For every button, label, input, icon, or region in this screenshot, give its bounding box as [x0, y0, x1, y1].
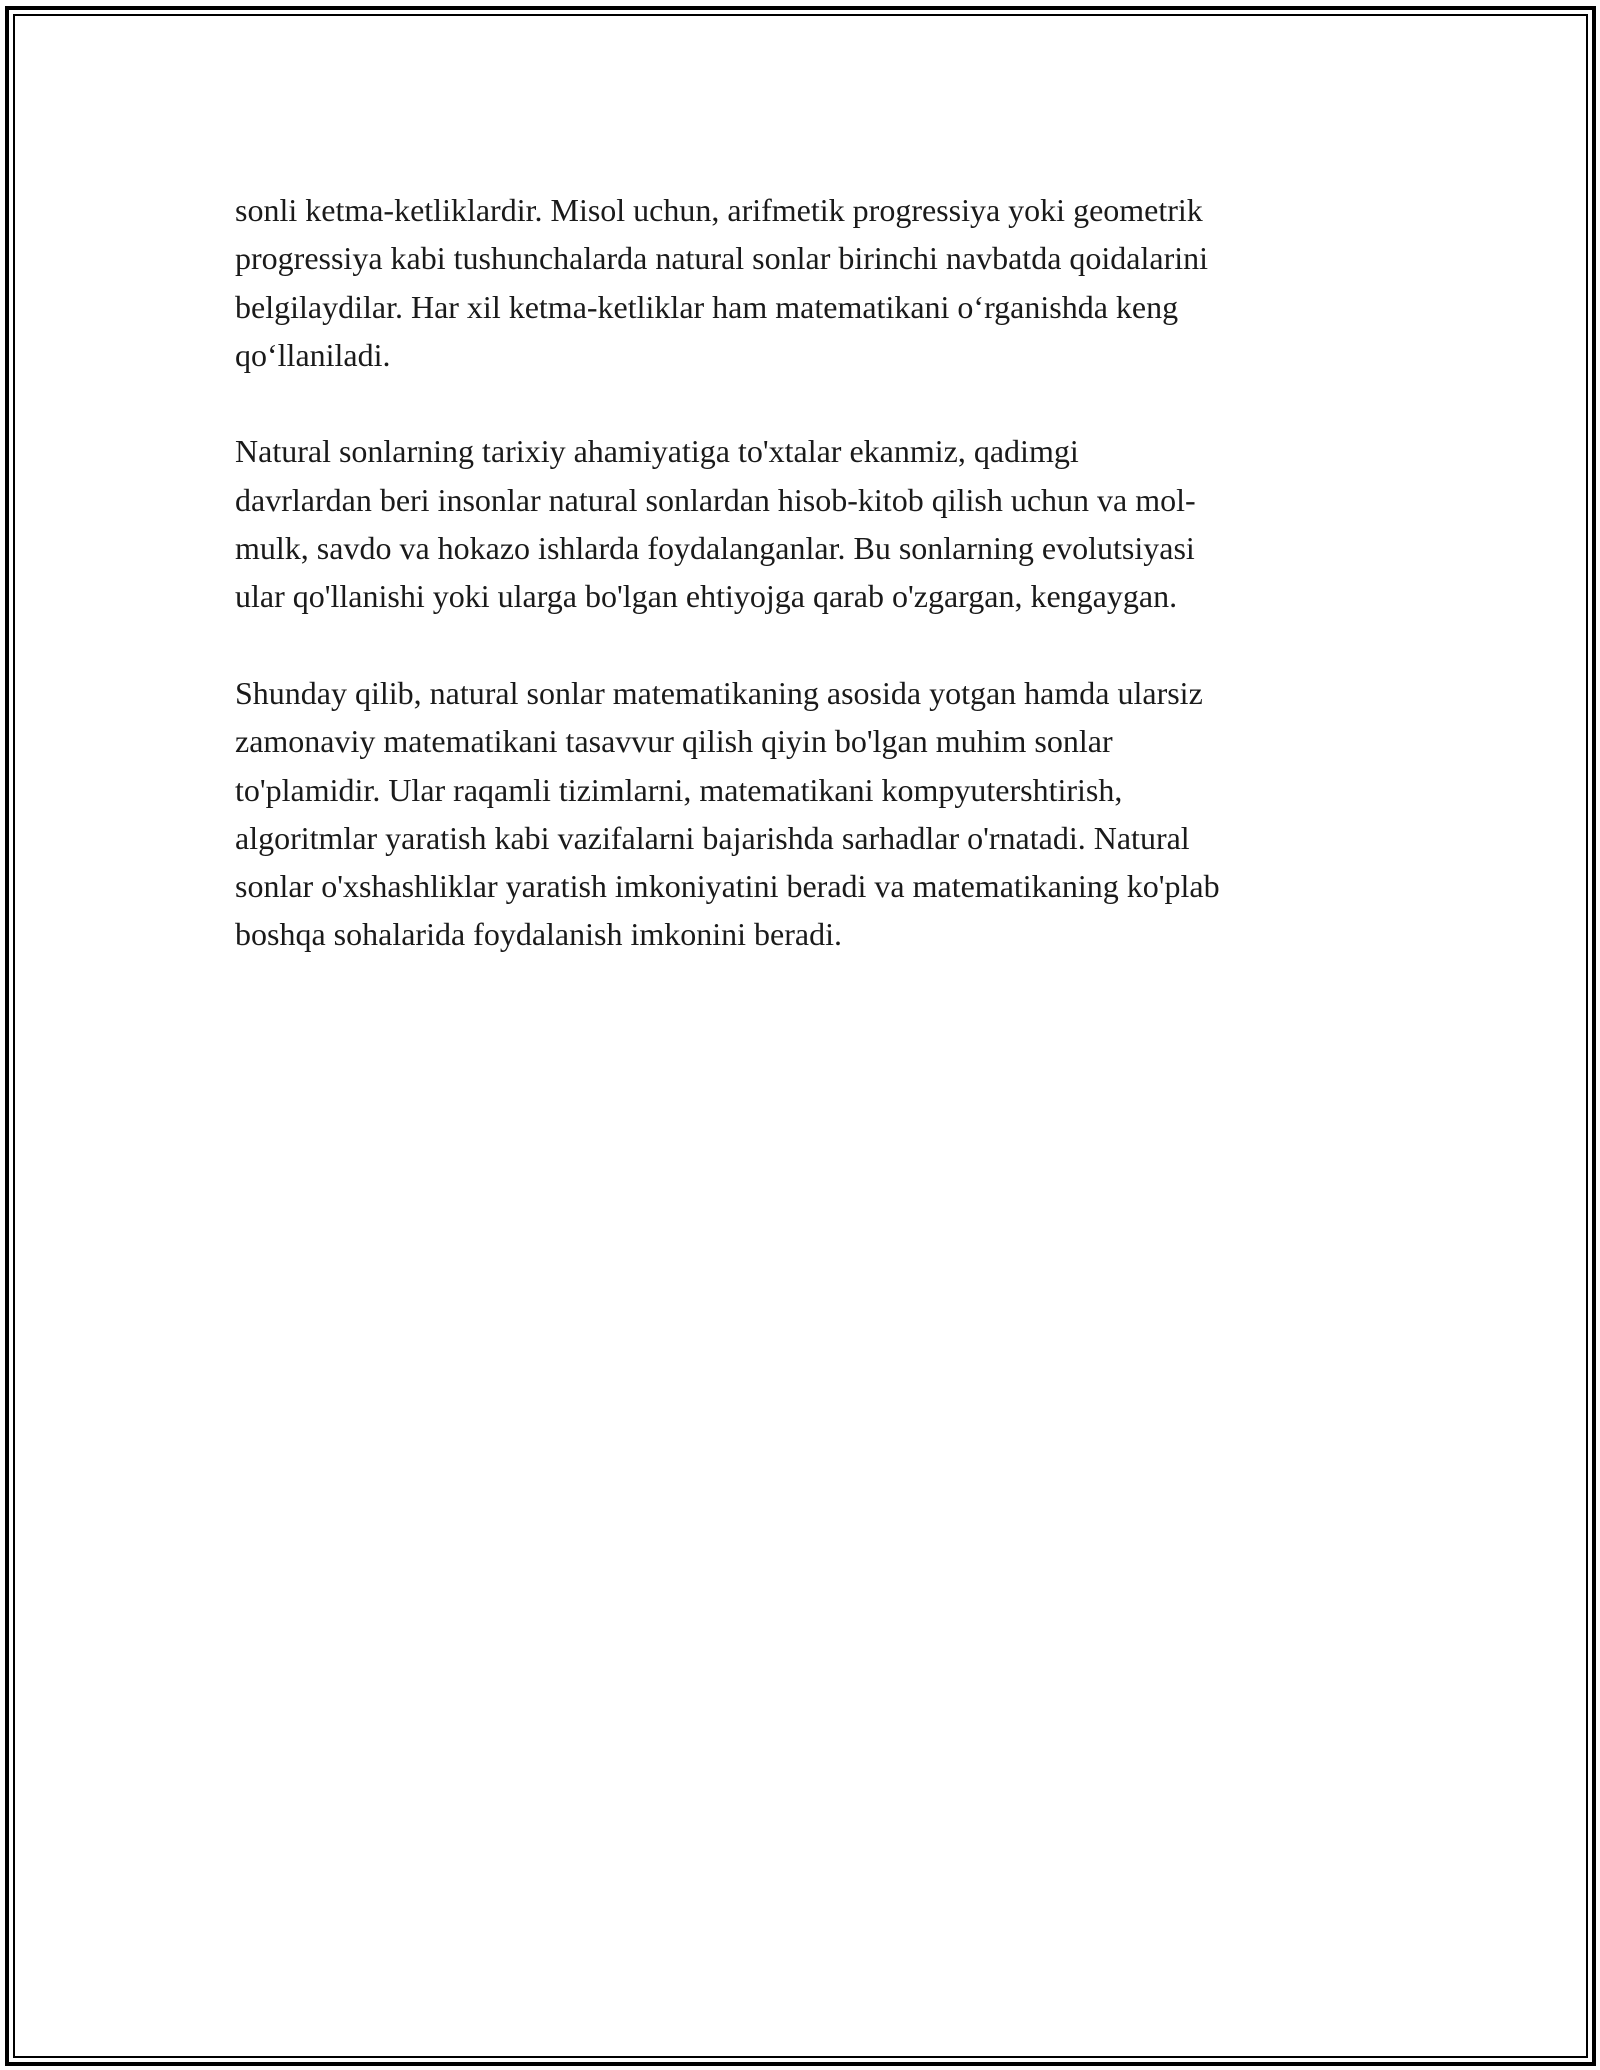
text-line: boshqa sohalarida foydalanish imkonini beradi. — [235, 916, 842, 953]
text-line: to'plamidir. Ular raqamli tizimlarni, matematikani kompyutershtirish, — [235, 771, 1123, 808]
paragraph-1 — [235, 186, 1375, 379]
text-line: algoritmlar yaratish kabi vazifalarni bajarishda sarhadlar o'rnatadi. Natural — [235, 819, 1190, 856]
text-line: sonli ketma-ketliklardir. Misol uchun, arifmetik progressiya yoki geometrik — [235, 192, 1203, 228]
text-line: davrlardan beri insonlar natural sonlardan hisob-kitob qilish uchun va mol- — [235, 481, 1196, 518]
document-body — [235, 186, 1375, 959]
text-line: progressiya kabi tushunchalarda natural sonlar birinchi navbatda qoidalarini — [235, 240, 1209, 277]
text-line: belgilaydilar. Har xil ketma-ketliklar ham matematikani o‘rganishda keng — [235, 288, 1179, 325]
text-line: ular qo'llanishi yoki ularga bo'lgan ehtiyojga qarab o'zgargan, kengaygan. — [235, 578, 1178, 615]
paragraph-2 — [235, 427, 1375, 620]
text-line: Shunday qilib, natural sonlar matematikaning asosida yotgan hamda ularsiz — [235, 674, 1203, 711]
text-line: qo‘llaniladi. — [235, 336, 391, 373]
text-line: Natural sonlarning tarixiy ahamiyatiga to'xtalar ekanmiz, qadimgi — [235, 433, 1079, 470]
text-line: mulk, savdo va hokazo ishlarda foydalanganlar. Bu sonlarning evolutsiyasi — [235, 530, 1195, 567]
paragraph-3 — [235, 669, 1375, 959]
text-line: zamonaviy matematikani tasavvur qilish qiyin bo'lgan muhim sonlar — [235, 723, 1113, 760]
text-line: sonlar o'xshashliklar yaratish imkoniyatini beradi va matematikaning ko'plab — [235, 868, 1220, 905]
